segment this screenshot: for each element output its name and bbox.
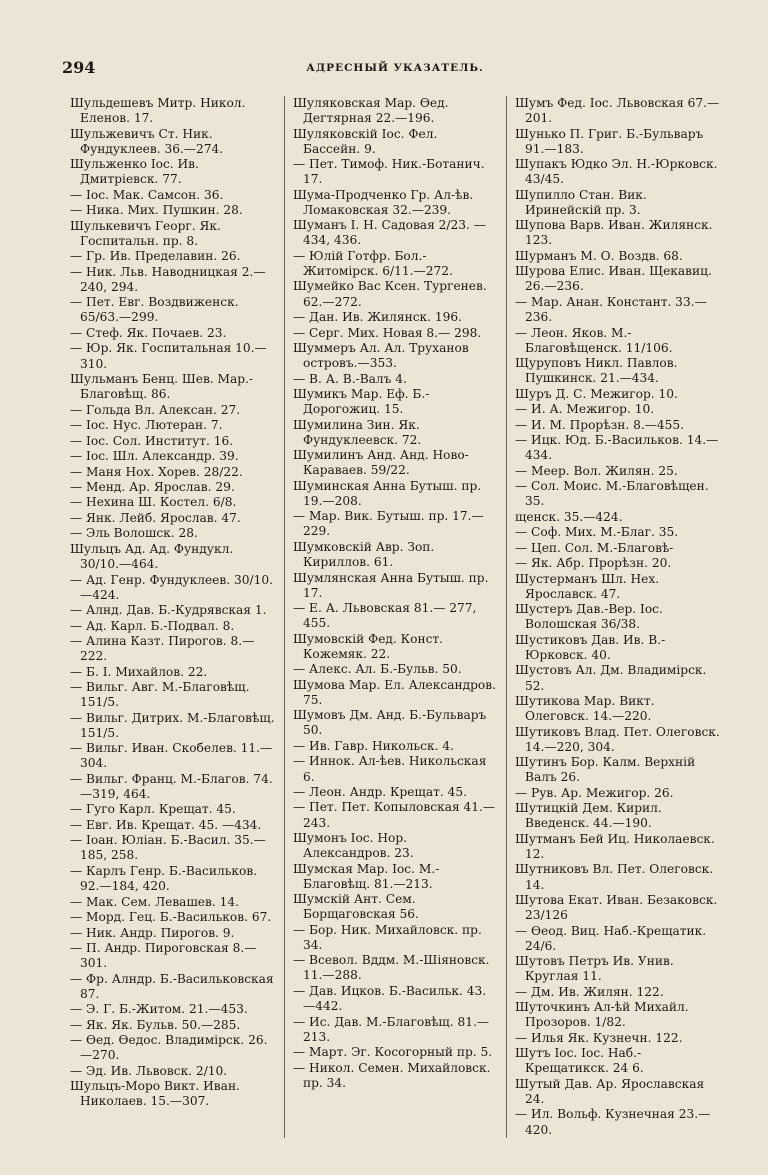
directory-entry: Щуруповъ Никл. Павлов. Пушкинск. 21.—434. xyxy=(515,356,678,386)
directory-entry: — Гольда Вл. Алексан. 27. xyxy=(70,402,241,417)
directory-entry: — Іос. Нус. Лютеран. 7. xyxy=(70,418,223,433)
directory-entry: — Нехина Ш. Костел. 6/8. xyxy=(70,495,237,510)
directory-entry: — Алнд. Дав. Б.-Кудрявская 1. xyxy=(70,603,267,618)
directory-entry: — Ник. Андр. Пирогов. 9. xyxy=(70,925,235,940)
directory-entry: — И. А. Межигор. 10. xyxy=(515,402,655,417)
directory-entry: Шульдешевъ Митр. Никол. Еленов. 17. xyxy=(70,96,246,126)
directory-entry: Шулькевичъ Георг. Як. Госпитальн. пр. 8. xyxy=(70,218,221,248)
directory-entry: — Леон. Яков. М.-Благовѣщенск. 11/106. xyxy=(515,325,673,355)
directory-entry: — Ил. Вольф. Кузнечная 23.—420. xyxy=(515,1107,711,1137)
directory-entry: Шумскій Ант. Сем. Борщаговская 56. xyxy=(293,892,419,922)
directory-entry: Шутманъ Бей Иц. Николаевск. 12. xyxy=(515,831,715,861)
directory-entry: — Эд. Ив. Львовск. 2/10. xyxy=(70,1063,228,1078)
directory-entry: — Серг. Мих. Новая 8.— 298. xyxy=(293,325,482,340)
directory-entry: — Рув. Ар. Межигор. 26. xyxy=(515,785,674,800)
directory-entry: — Эль Волошск. 28. xyxy=(70,526,198,541)
directory-entry: Шумонъ Іос. Нор. Александров. 23. xyxy=(293,831,414,861)
directory-entry: Шутовъ Петръ Ив. Унив. Круглая 11. xyxy=(515,954,674,984)
directory-entry: — Ѳеод. Виц. Наб.-Крещатик. 24/6. xyxy=(515,923,707,953)
directory-entry: Шульженко Іос. Ив. Дмитріевск. 77. xyxy=(70,157,199,187)
directory-entry: — Гуго Карл. Крещат. 45. xyxy=(70,802,236,817)
directory-entry: — Гр. Ив. Пределавин. 26. xyxy=(70,249,241,264)
directory-entry: Шуминская Анна Бутыш. пр. 19.—208. xyxy=(293,478,482,508)
directory-entry: — Іос. Мак. Самсон. 36. xyxy=(70,187,224,202)
directory-entry: Шутиковъ Влад. Пет. Олеговск. 14.—220, 304. xyxy=(515,724,720,754)
directory-entry: — Бор. Ник. Михайловск. пр. 34. xyxy=(293,922,482,952)
directory-entry: — Леон. Андр. Крещат. 45. xyxy=(293,784,467,799)
directory-entry: — Меер. Вол. Жилян. 25. xyxy=(515,463,678,478)
directory-entry: Шутикова Мар. Викт. Олеговск. 14.—220. xyxy=(515,694,655,724)
directory-entry: Шумейко Вас Ксен. Тургенев. 62.—272. xyxy=(293,279,487,309)
directory-entry: — Менд. Ар. Ярослав. 29. xyxy=(70,479,235,494)
directory-entry: — Іоан. Юліан. Б.-Васил. 35.—185, 258. xyxy=(70,833,266,863)
directory-entry: Шумъ Фед. Іос. Львовская 67.—201. xyxy=(515,96,720,126)
directory-entry: — Як. Як. Бульв. 50.—285. xyxy=(70,1017,241,1032)
directory-entry: — Ѳед. Ѳедос. Владимірск. 26.—270. xyxy=(70,1033,268,1063)
directory-entry: — Юлій Готфр. Бол.-Житомірск. 6/11.—272. xyxy=(293,248,453,278)
directory-entry: Шумовскій Фед. Конст. Кожемяк. 22. xyxy=(293,631,444,661)
directory-entry: Шурманъ М. О. Воздв. 68. xyxy=(515,248,683,263)
directory-entry: Шутъ Іос. Іос. Наб.-Крещатикск. 24 6. xyxy=(515,1046,644,1076)
directory-entry: — Янк. Лейб. Ярослав. 47. xyxy=(70,510,241,525)
directory-entry: — Э. Г. Б.-Житом. 21.—453. xyxy=(70,1002,248,1017)
directory-entry: — Алина Казт. Пирогов. 8.—222. xyxy=(70,634,255,664)
directory-entry: Шума-Продченко Гр. Ал-ѣв. Ломаковская 32.—239. xyxy=(293,187,474,217)
directory-entry: — И. М. Прорѣзн. 8.—455. xyxy=(515,417,685,432)
directory-entry: — Вильг. Иван. Скобелев. 11.—304. xyxy=(70,741,273,771)
directory-entry: Шульжевичъ Ст. Ник. Фундуклеев. 36.—274. xyxy=(70,126,224,156)
directory-entry: — Юр. Як. Госпитальная 10.—310. xyxy=(70,341,267,371)
directory-entry: Шульманъ Бенц. Шев. Мар.-Благовѣщ. 86. xyxy=(70,371,254,402)
directory-entry: Шуманъ І. Н. Садовая 2/23. —434, 436. xyxy=(293,218,486,248)
directory-entry: Шумикъ Мар. Еф. Б.-Дорогожиц. 15. xyxy=(293,387,430,417)
directory-entry: — Пет. Пет. Копыловская 41.—243. xyxy=(293,800,496,830)
directory-entry: Шумковскій Авр. Зоп. Кириллов. 61. xyxy=(293,539,435,570)
directory-entry: — Стеф. Як. Почаев. 23. xyxy=(70,325,227,340)
column-left xyxy=(62,96,284,1138)
directory-entry: Шульцъ Ад. Ад. Фундукл. 30/10.—464. xyxy=(70,541,234,572)
entry-columns xyxy=(62,96,728,1138)
directory-entry: — Иннок. Ал-ѣев. Никольская 6. xyxy=(293,754,487,784)
directory-entry: — Маня Нох. Хорев. 28/22. xyxy=(70,464,243,479)
directory-entry: — Як. Абр. Прорѣзн. 20. xyxy=(515,556,672,571)
directory-entry: — Дан. Ив. Жилянск. 196. xyxy=(293,310,463,325)
directory-entry: Шуммеръ Ал. Ал. Труханов островъ.—353. xyxy=(293,341,469,371)
directory-entry: Шуточкинъ Ал-ѣй Михайл. Прозоров. 1/82. xyxy=(515,1000,689,1030)
directory-entry: Шутый Дав. Ар. Ярославская 24. xyxy=(515,1076,705,1106)
directory-entry: — Морд. Гец. Б.-Васильков. 67. xyxy=(70,910,272,925)
directory-entry: Шурова Елис. Иван. Щекавиц. 26.—236. xyxy=(515,264,712,294)
directory-entry: — Ника. Мих. Пушкин. 28. xyxy=(70,203,243,218)
directory-entry: — Пет. Евг. Воздвиженск. 65/63.—299. xyxy=(70,295,239,325)
directory-entry: Шумская Мар. Іос. М.-Благовѣщ. 81.—213. xyxy=(293,861,440,891)
directory-entry: — Ад. Карл. Б.-Подвал. 8. xyxy=(70,618,235,633)
directory-entry: — Вильг. Франц. М.-Благов. 74.—319, 464. xyxy=(70,771,273,801)
directory-entry: — Іос. Шл. Александр. 39. xyxy=(70,449,239,464)
running-title: АДРЕСНЫЙ УКАЗАТЕЛЬ. xyxy=(306,62,484,74)
directory-entry: — Ис. Дав. М.-Благовѣщ. 81.—213. xyxy=(293,1014,490,1044)
column-right xyxy=(506,96,728,1138)
directory-entry: — Ив. Гавр. Никольск. 4. xyxy=(293,738,454,753)
directory-entry: Шумова Мар. Ел. Александров. 75. xyxy=(293,677,496,707)
directory-entry: — Мар. Вик. Бутыш. пр. 17.—229. xyxy=(293,509,484,539)
directory-entry: Шуръ Д. С. Межигор. 10. xyxy=(515,386,678,401)
directory-entry: — Цеп. Сол. М.-Благовѣ- xyxy=(515,540,674,555)
directory-entry: щенск. 35.—424. xyxy=(515,509,623,524)
directory-entry: Шустерманъ Шл. Нех. Ярославск. 47. xyxy=(515,571,660,601)
directory-entry: — Ад. Генр. Фундуклеев. 30/10.—424. xyxy=(70,572,273,602)
directory-entry: Шутицкій Дем. Кирил. Введенск. 44.—190. xyxy=(515,801,662,831)
directory-entry: — В. А. В.-Валъ 4. xyxy=(293,371,407,386)
directory-entry: Шутинъ Бор. Калм. Верхній Валъ 26. xyxy=(515,755,696,785)
directory-entry: — Дав. Ицков. Б.-Васильк. 43.—442. xyxy=(293,983,487,1014)
page-number: 294 xyxy=(62,58,96,77)
directory-entry: — Евг. Ив. Крещат. 45. —434. xyxy=(70,817,262,832)
directory-entry: — Карлъ Генр. Б.-Васильков. 92.—184, 420. xyxy=(70,863,258,894)
directory-entry: — Дм. Ив. Жилян. 122. xyxy=(515,984,664,999)
directory-entry: Шупакъ Юдко Эл. Н.-Юрковск. 43/45. xyxy=(515,157,718,187)
directory-entry: — Фр. Алндр. Б.-Васильковская 87. xyxy=(70,971,274,1001)
directory-entry: — П. Андр. Пироговская 8.—301. xyxy=(70,941,257,971)
directory-entry: Шутниковъ Вл. Пет. Олеговск. 14. xyxy=(515,862,714,892)
directory-entry: Шупова Варв. Иван. Жилянск. 123. xyxy=(515,218,713,248)
directory-entry: Шумилина Зин. Як. Фундуклеевск. 72. xyxy=(293,417,422,447)
directory-entry: Шумовъ Дм. Анд. Б.-Бульваръ 50. xyxy=(293,708,487,738)
directory-entry: Шустиковъ Дав. Ив. В.-Юрковск. 40. xyxy=(515,632,666,662)
directory-entry: — Соф. Мих. М.-Благ. 35. xyxy=(515,525,679,540)
directory-entry: — Іос. Сол. Институт. 16. xyxy=(70,433,234,448)
directory-entry: — Вильг. Авг. М.-Благовѣщ. 151/5. xyxy=(70,680,250,710)
directory-entry: — Сол. Моис. М.-Благовѣщен. 35. xyxy=(515,479,709,509)
directory-entry: Шумилинъ Анд. Анд. Ново-Караваев. 59/22. xyxy=(293,448,469,478)
directory-entry: — Мар. Анан. Констант. 33.—236. xyxy=(515,294,707,325)
directory-entry: — Никол. Семен. Михайловск. пр. 34. xyxy=(293,1060,491,1090)
directory-entry: Шуляковскій Іос. Фел. Бассейн. 9. xyxy=(293,126,438,156)
directory-entry: — Б. І. Михайлов. 22. xyxy=(70,664,208,679)
page-header xyxy=(62,52,728,80)
directory-entry: — Е. А. Львовская 81.— 277, 455. xyxy=(293,601,477,631)
directory-entry: — Вильг. Дитрих. М.-Благовѣщ. 151/5. xyxy=(70,710,275,740)
directory-entry: Шумлянская Анна Бутыш. пр. 17. xyxy=(293,570,489,600)
directory-entry: Шупилло Стан. Вик. Иринейскій пр. 3. xyxy=(515,187,647,217)
directory-entry: — Всевол. Вддм. М.-Шіяновск. 11.—288. xyxy=(293,953,490,983)
directory-entry: Шуляковская Мар. Ѳед. Дегтярная 22.—196. xyxy=(293,96,449,126)
directory-entry: — Ицк. Юд. Б.-Васильков. 14.—434. xyxy=(515,433,719,463)
directory-entry: Шульцъ-Моро Викт. Иван. Николаев. 15.—307. xyxy=(70,1079,240,1109)
directory-entry: — Март. Эг. Косогорный пр. 5. xyxy=(293,1045,493,1060)
directory-entry: Шунько П. Григ. Б.-Бульваръ 91.—183. xyxy=(515,126,704,156)
directory-entry: — Илья Як. Кузнечн. 122. xyxy=(515,1030,683,1045)
directory-entry: Шустеръ Дав.-Вер. Іос. Волошская 36/38. xyxy=(515,602,663,632)
directory-entry: — Алекс. Ал. Б.-Бульв. 50. xyxy=(293,662,462,677)
directory-entry: Шустовъ Ал. Дм. Владимірск. 52. xyxy=(515,663,707,693)
directory-entry: — Ник. Льв. Наводницкая 2.—240, 294. xyxy=(70,264,266,294)
directory-entry: — Мак. Сем. Левашев. 14. xyxy=(70,894,239,909)
directory-entry: Шутова Екат. Иван. Безаковск. 23/126 xyxy=(515,892,718,923)
directory-entry: — Пет. Тимоф. Ник.-Ботанич. 17. xyxy=(293,157,485,187)
column-middle xyxy=(284,96,506,1138)
